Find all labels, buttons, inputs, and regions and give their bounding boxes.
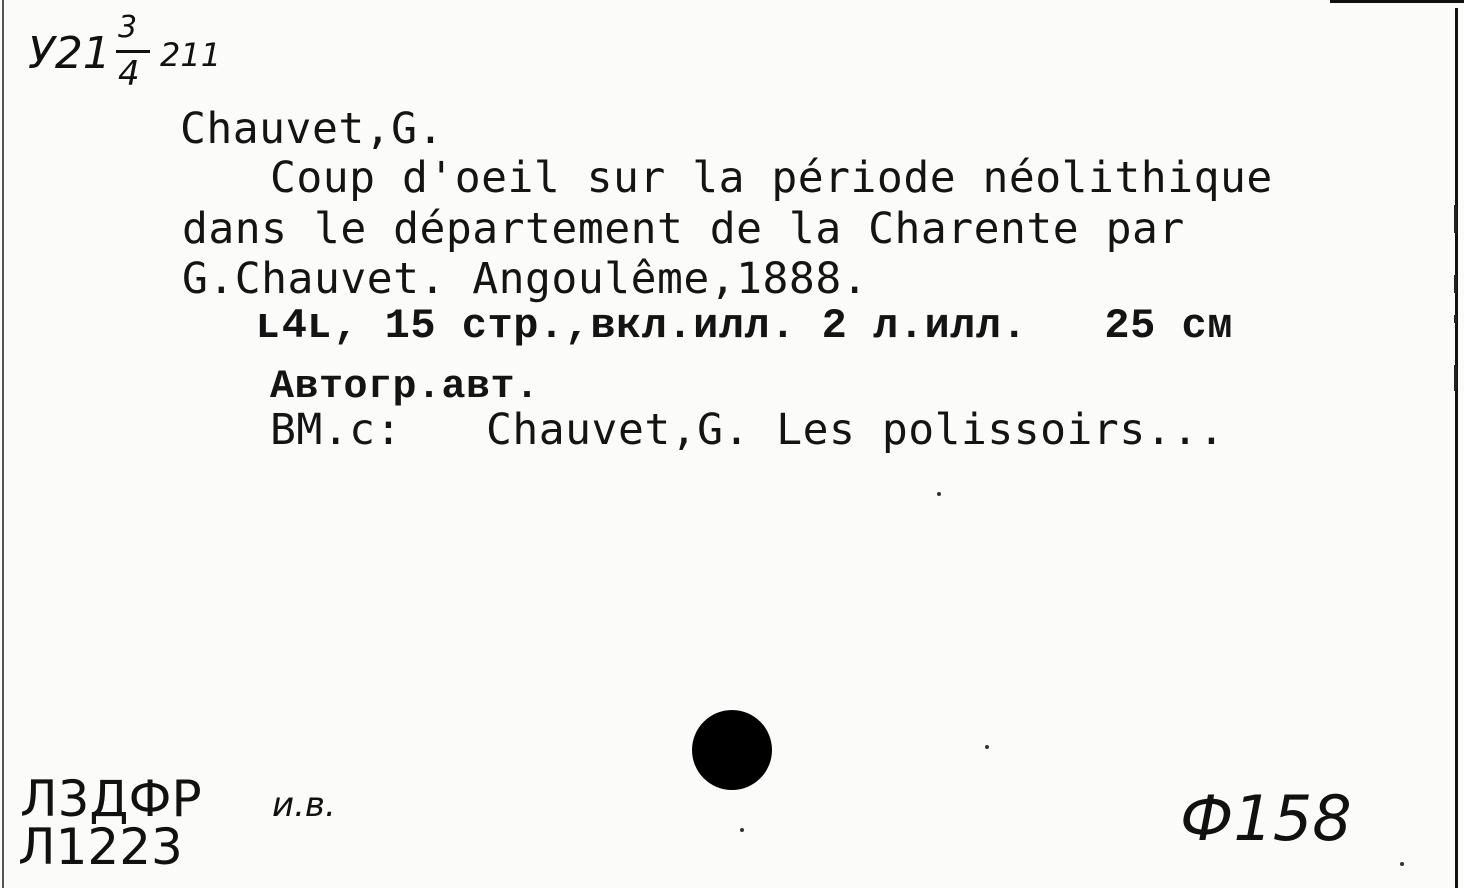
note-autograph: Автогр.авт. (270, 365, 540, 410)
ink-speck (1400, 862, 1404, 866)
shelf-mark-annotation: и.в. (272, 785, 336, 825)
fraction-bar (116, 50, 150, 53)
punch-hole (692, 710, 772, 790)
ink-speck (740, 828, 744, 832)
call-number-fraction-numerator: 3 (118, 10, 138, 45)
call-number-fraction-denominator: 4 (118, 54, 140, 94)
inventory-number: Ф158 (1180, 782, 1352, 855)
right-edge-marks (1452, 205, 1460, 395)
shelf-mark-line-1: Л3ДФР (20, 770, 202, 828)
ink-speck (985, 745, 989, 749)
card-right-edge (1455, 8, 1458, 888)
call-number-suffix: 211 (160, 36, 222, 74)
title-line-3: G.Chauvet. Angoulême,1888. (182, 254, 869, 304)
title-line-2: dans le département de la Charente par (182, 204, 1185, 254)
collation-line: ւ4ւ, 15 стр.,вкл.илл. 2 л.илл. 25 см (256, 302, 1233, 350)
card-top-edge (1330, 0, 1464, 13)
note-see-also-text: Chauvet,G. Les polissoirs... (486, 405, 1225, 455)
ink-speck (937, 492, 941, 496)
author-heading: Chauvet,G. (180, 104, 444, 154)
shelf-mark-line-2: Л1223 (18, 818, 183, 876)
card-left-edge (2, 0, 4, 888)
call-number-prefix: У21 (28, 28, 111, 79)
note-see-also-label: ВМ.с: (270, 405, 402, 455)
title-line-1: Coup d'oeil sur la période néolithique (270, 153, 1273, 203)
